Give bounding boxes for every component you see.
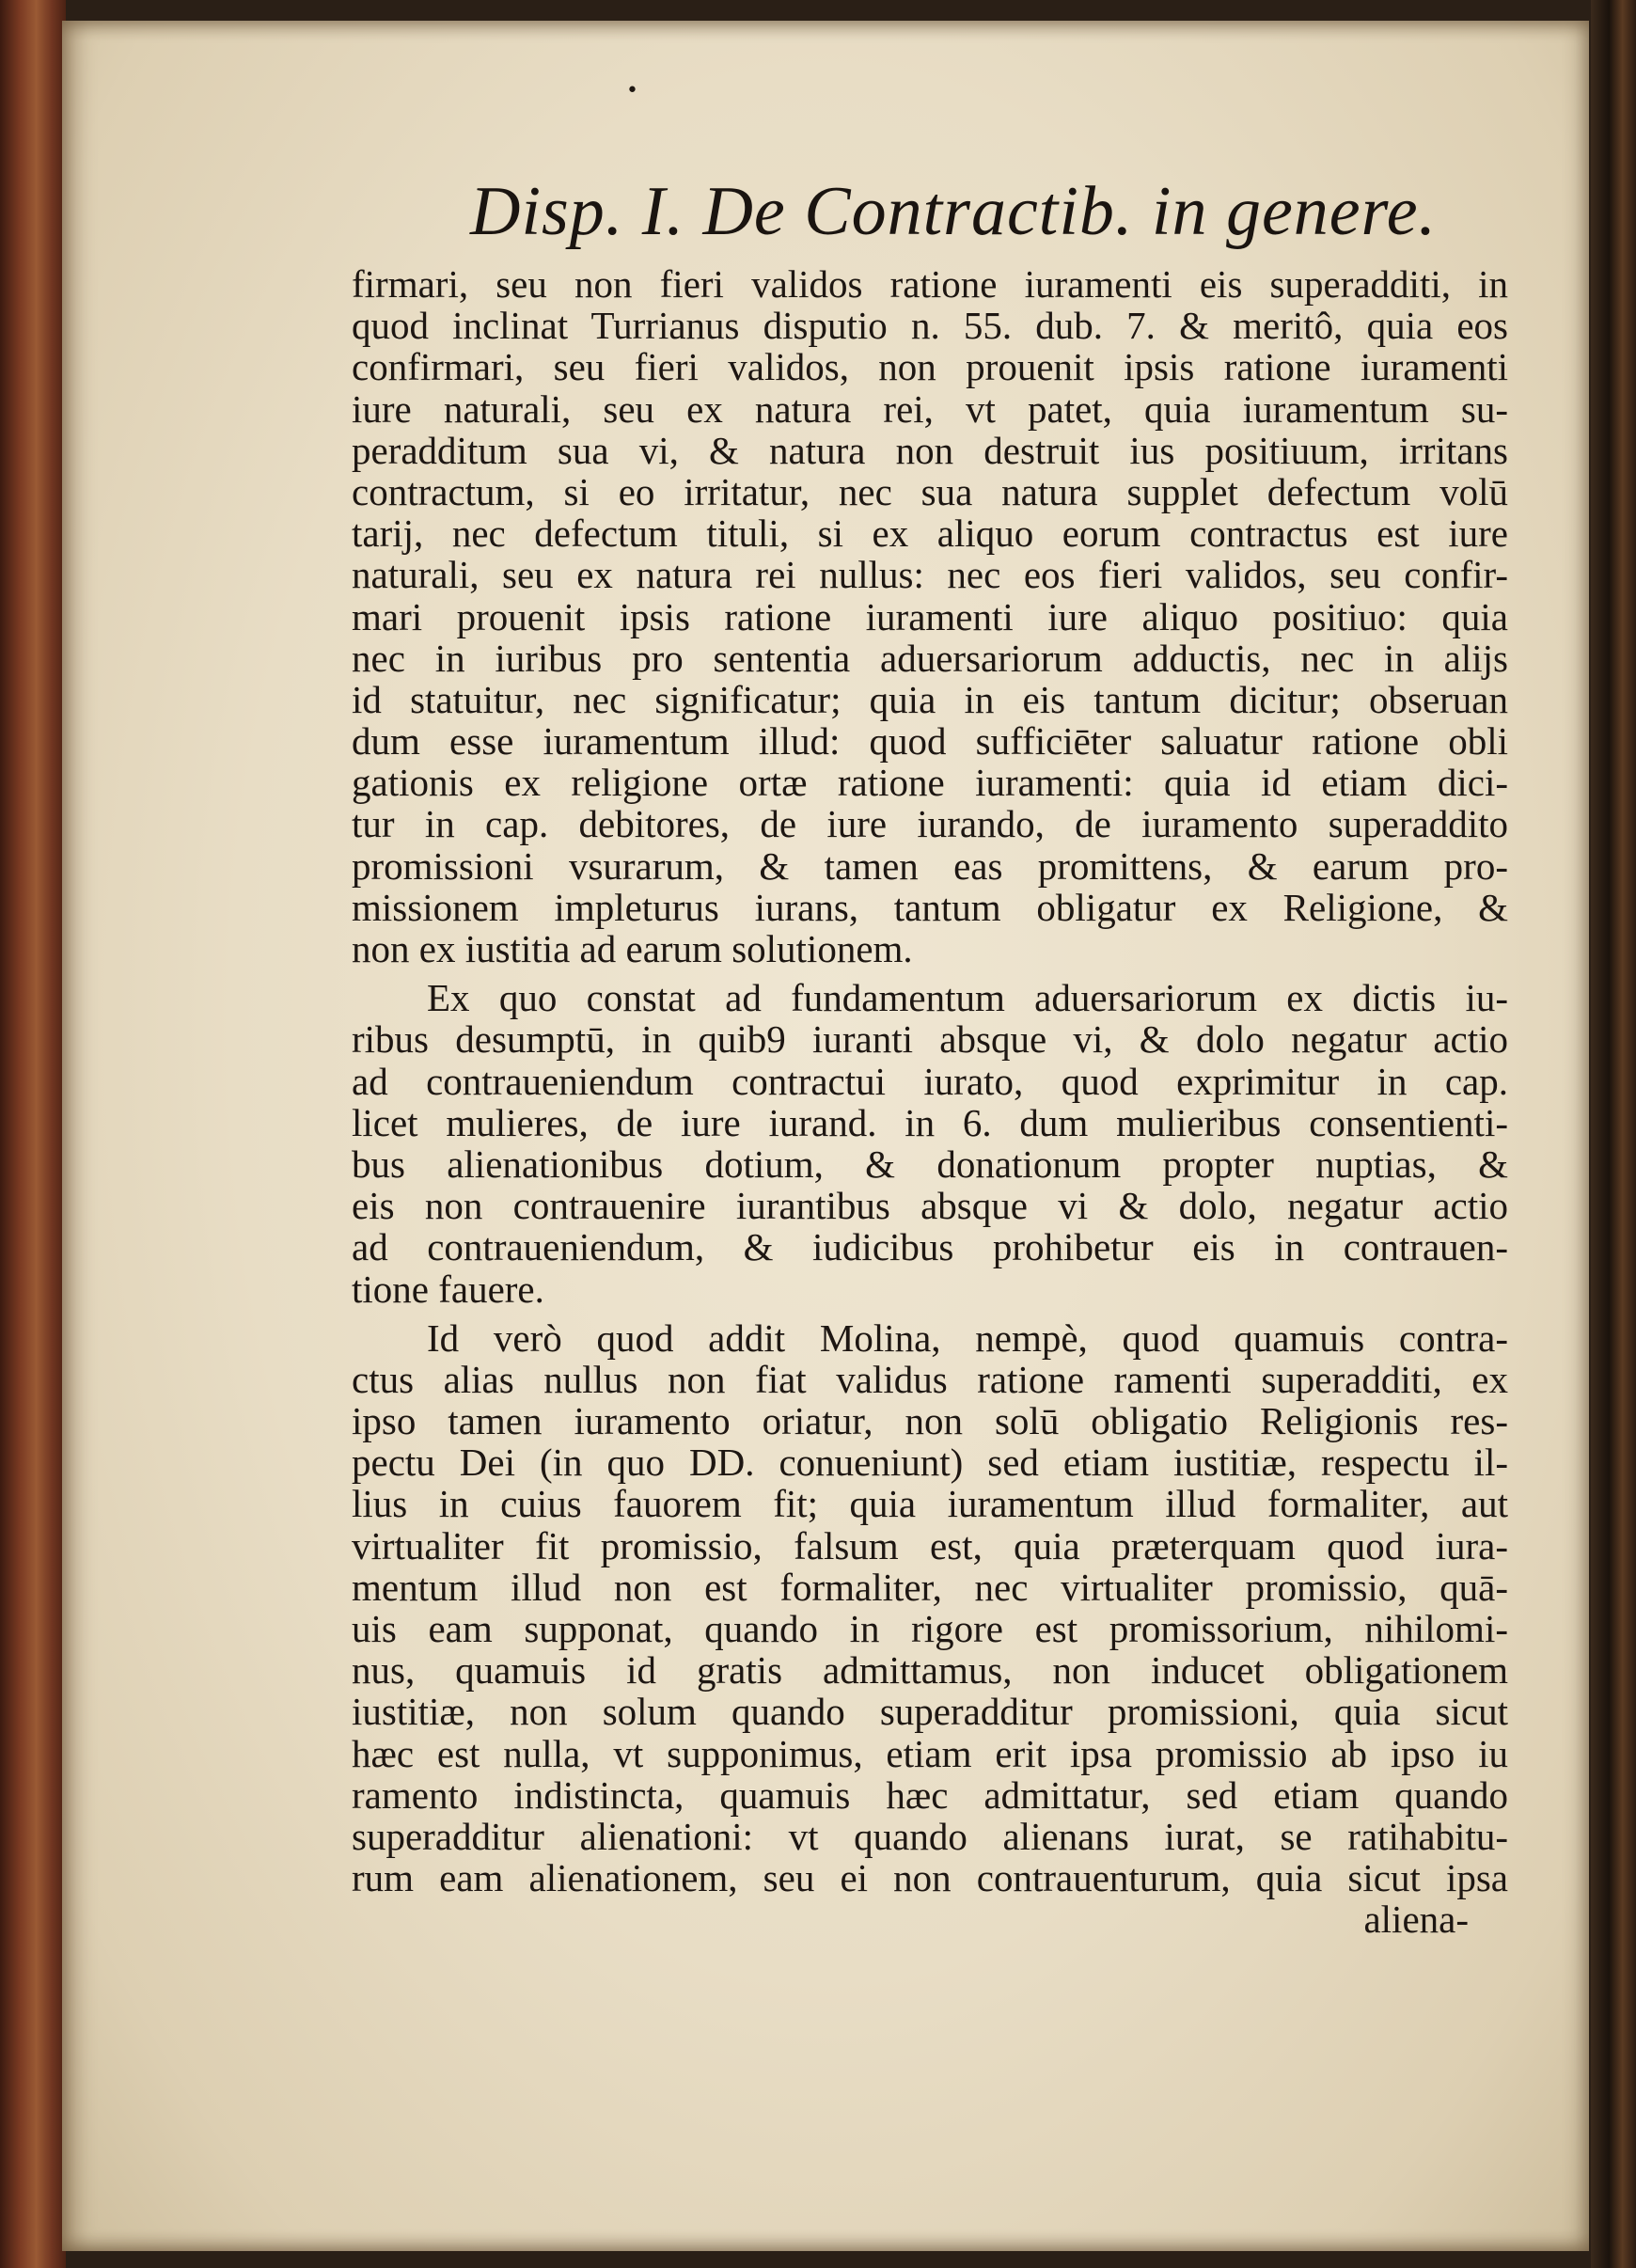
book-edge-right — [1591, 0, 1636, 2268]
ink-dot: • — [626, 79, 638, 102]
text-line: hæc est nulla, vt supponimus, etiam erit ipsa promissio ab ipso iu — [352, 1731, 1508, 1775]
text-line: superadditur alienationi: vt quando alienans iurat, se ratihabitu- — [352, 1814, 1508, 1858]
body-text — [352, 263, 1508, 1941]
text-line: ad contraueniendum contractui iurato, quod exprimitur in cap. — [352, 1059, 1508, 1103]
text-line: nec in iuribus pro sententia aduersariorum adductis, nec in alijs — [352, 636, 1508, 680]
text-line: rum eam alienationem, seu ei non contrauenturum, quia sicut ipsa — [352, 1856, 1508, 1900]
text-line: mentum illud non est formaliter, nec virtualiter promissio, quā- — [352, 1565, 1508, 1609]
text-line: nus, quamuis id gratis admittamus, non inducet obligationem — [352, 1648, 1508, 1693]
text-line: ramento indistincta, quamuis hæc admittatur, sed etiam quando — [352, 1772, 1508, 1817]
text-line: bus alienationibus dotium, & donationum propter nuptias, & — [352, 1142, 1508, 1186]
text-line: tione fauere. — [352, 1267, 544, 1311]
text-line: iustitiæ, non solum quando superadditur promissioni, quia sicut — [352, 1690, 1508, 1734]
text-line: lius in cuius fauorem fit; quia iuramentum illud formaliter, aut — [352, 1482, 1508, 1526]
text-line: id statuitur, nec significatur; quia in eis tantum dicitur; obseruan — [352, 677, 1508, 721]
text-line: Ex quo constat ad fundamentum aduersariorum ex dictis iu- — [427, 976, 1508, 1020]
text-line: licet mulieres, de iure iurand. in 6. dum mulieribus consentienti- — [352, 1100, 1508, 1144]
running-header: Disp. I. De Contractib. in genere. — [470, 173, 1438, 250]
text-line: uis eam supponat, quando in rigore est promissorium, nihilomi- — [352, 1607, 1508, 1650]
text-line: virtualiter fit promissio, falsum est, quia præterquam quod iura- — [352, 1523, 1508, 1567]
text-line: confirmari, seu fieri validos, non prouenit ipsis ratione iuramenti — [352, 345, 1508, 389]
text-line: non ex iustitia ad earum solutionem. — [352, 927, 913, 970]
text-line: missionem impleturus iurans, tantum obligatur ex Religione, & — [352, 885, 1508, 929]
text-line: Id verò quod addit Molina, nempè, quod quamuis contra- — [427, 1315, 1508, 1360]
book-spine-left — [0, 0, 66, 2268]
text-line: quod inclinat Turrianus disputio n. 55. dub. 7. & meritô, quia eos — [352, 304, 1508, 348]
text-line: ipso tamen iuramento oriatur, non solū obligatio Religionis res- — [352, 1399, 1508, 1443]
text-line: ctus alias nullus non fiat validus ratione ramenti superadditi, ex — [352, 1357, 1508, 1401]
paragraph-2 — [352, 977, 1508, 1310]
text-line: gationis ex religione ortæ ratione iuramenti: quia id etiam dici- — [352, 761, 1508, 805]
text-line: tur in cap. debitores, de iure iurando, de iuramento superaddito — [352, 802, 1508, 846]
text-line: naturali, seu ex natura rei nullus: nec eos fieri validos, seu confir- — [352, 553, 1508, 597]
text-line: firmari, seu non fieri validos ratione iuramenti eis superadditi, in — [352, 262, 1508, 306]
text-line: peradditum sua vi, & natura non destruit ius positiuum, irritans — [352, 428, 1508, 472]
text-line: pectu Dei (in quo DD. conueniunt) sed etiam iustitiæ, respectu il- — [352, 1441, 1508, 1485]
text-line: promissioni vsurarum, & tamen eas promittens, & earum pro- — [352, 843, 1508, 888]
text-line: tarij, nec defectum tituli, si ex aliquo eorum contractus est iure — [352, 512, 1508, 556]
text-line: mari prouenit ipsis ratione iuramenti iure aliquo positiuo: quia — [352, 594, 1508, 638]
catchword: aliena- — [1363, 1898, 1469, 1942]
paragraph-1 — [352, 263, 1508, 969]
paragraph-3 — [352, 1317, 1508, 1899]
text-line: dum esse iuramentum illud: quod sufficiēter saluatur ratione obli — [352, 719, 1508, 764]
text-line: ad contraueniendum, & iudicibus prohibetur eis in contrauen- — [352, 1225, 1508, 1269]
text-line: ribus desumptū, in quib9 iuranti absque vi, & dolo negatur actio — [352, 1017, 1508, 1062]
text-line: iure naturali, seu ex natura rei, vt patet, quia iuramentum su- — [352, 386, 1508, 431]
text-line: eis non contrauenire iurantibus absque vi & dolo, negatur actio — [352, 1184, 1508, 1228]
text-line: contractum, si eo irritatur, nec sua natura supplet defectum volū — [352, 469, 1508, 513]
